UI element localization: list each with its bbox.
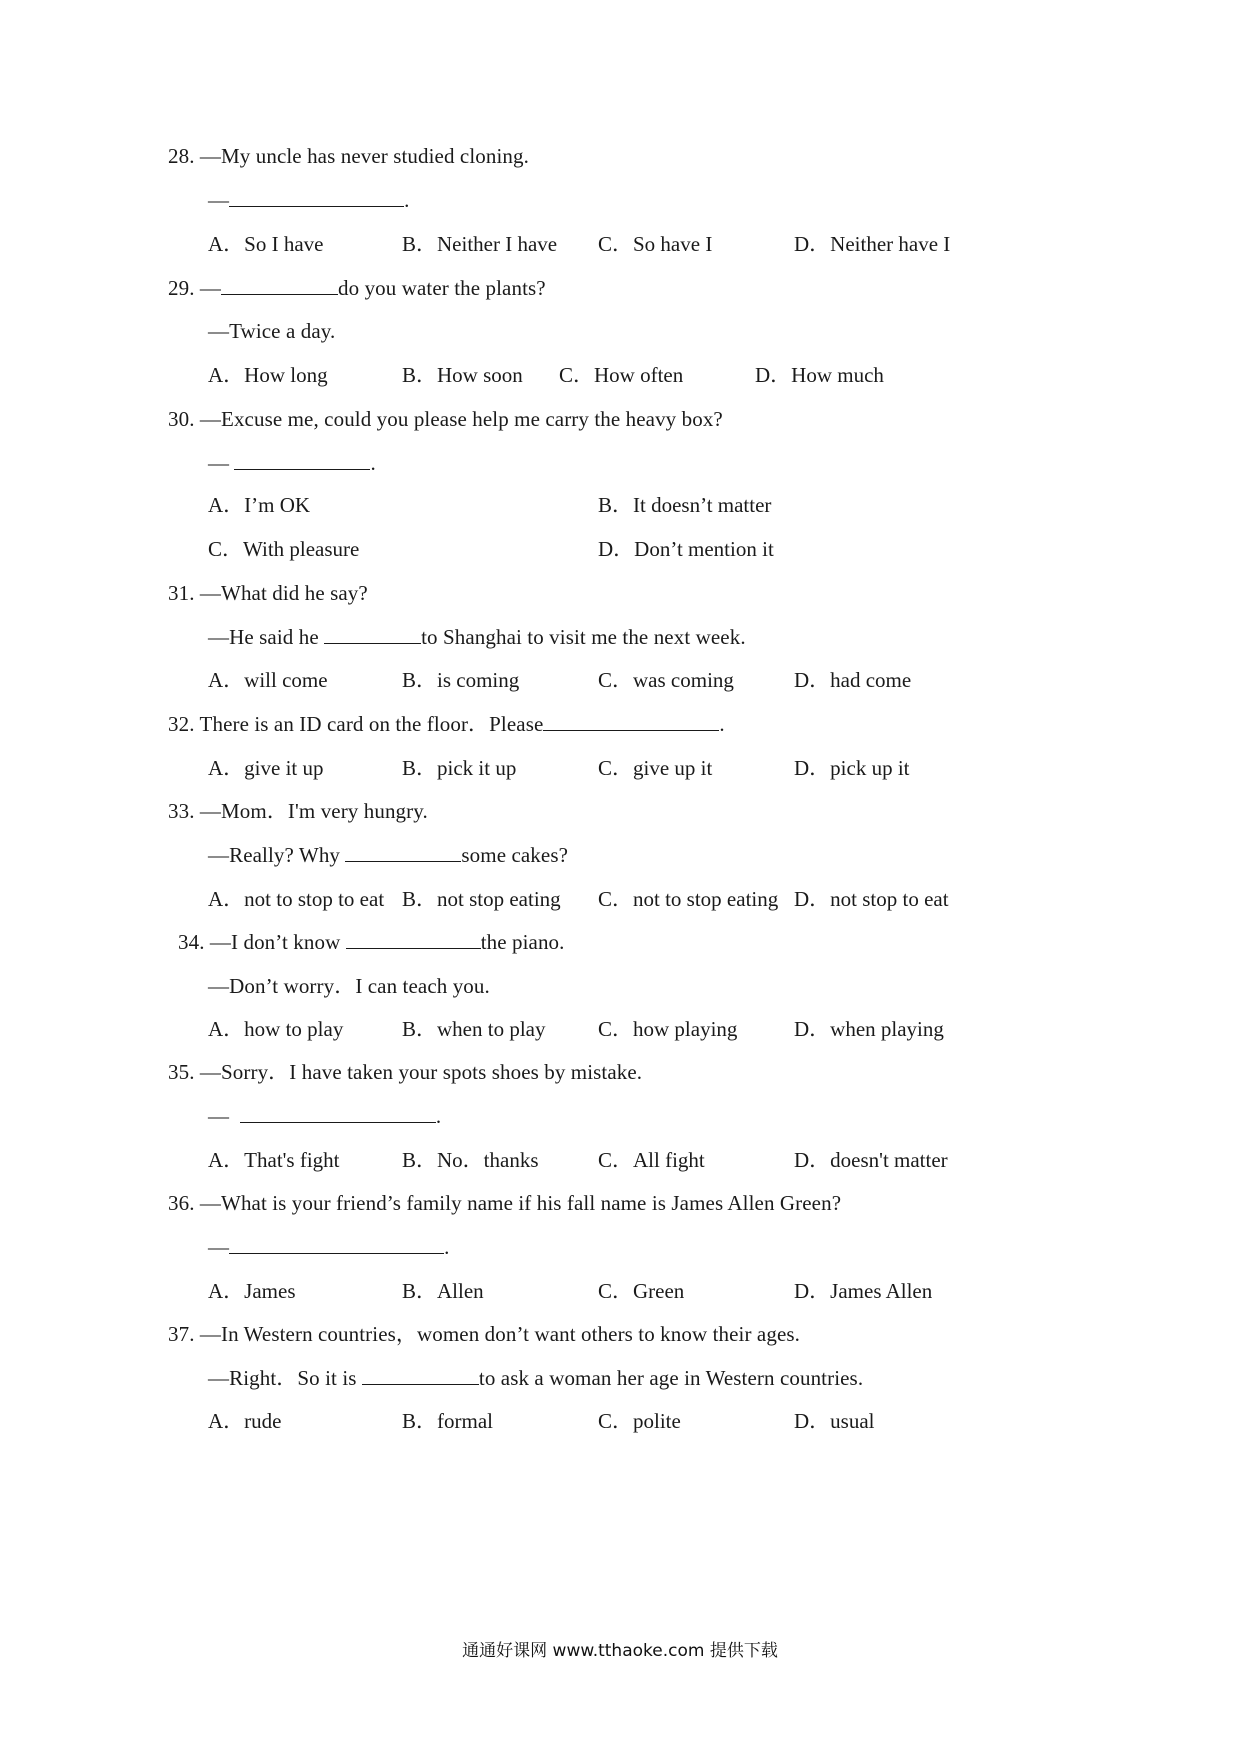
- option-b: B．No．thanks: [402, 1148, 539, 1172]
- question-text: There is an ID card on the floor．Please: [199, 712, 544, 736]
- option-d: D．Don’t mention it: [598, 537, 774, 561]
- option-c: C．With pleasure: [208, 537, 360, 561]
- option-c: C．Green: [598, 1279, 685, 1303]
- option-a: A．I’m OK: [208, 493, 311, 517]
- question-text: —My uncle has never studied cloning.: [199, 144, 529, 168]
- option-c: C．was coming: [598, 668, 734, 692]
- question-33-response: [208, 842, 568, 868]
- answer-blank: [229, 1235, 444, 1254]
- answer-blank: [221, 276, 338, 295]
- option-d: D．pick up it: [794, 756, 910, 780]
- question-text: —Excuse me, could you please help me carry the heavy box?: [199, 407, 723, 431]
- question-text: .: [444, 1235, 450, 1259]
- question-text: —What is your friend’s family name if his fall name is James Allen Green?: [199, 1191, 842, 1215]
- option-c: C．polite: [598, 1409, 681, 1433]
- option-a: A．not to stop to eat: [208, 887, 385, 911]
- dash: —: [208, 188, 230, 212]
- question-text: the piano.: [480, 930, 565, 954]
- question-number: 28.: [168, 144, 195, 168]
- answer-blank: [234, 451, 370, 470]
- question-text: —Sorry．I have taken your spots shoes by mistake.: [199, 1060, 643, 1084]
- question-text: do you water the plants?: [338, 276, 546, 300]
- answer-blank: [345, 843, 461, 862]
- option-b: B．when to play: [402, 1017, 546, 1041]
- option-c: C．give up it: [598, 756, 713, 780]
- question-text: —He said he: [208, 625, 325, 649]
- option-c: C．how playing: [598, 1017, 738, 1041]
- question-34-prompt: [178, 929, 565, 955]
- option-b: B．Allen: [402, 1279, 484, 1303]
- option-d: D．doesn't matter: [794, 1148, 948, 1172]
- option-d: D．James Allen: [794, 1279, 933, 1303]
- option-a: A．how to play: [208, 1017, 344, 1041]
- dash: —: [208, 451, 235, 475]
- option-b: B．Neither I have: [402, 232, 558, 256]
- option-d: D．usual: [794, 1409, 875, 1433]
- question-text: —Really? Why: [208, 843, 346, 867]
- answer-blank: [240, 1104, 436, 1123]
- question-number: 31.: [168, 581, 195, 605]
- option-a: A．How long: [208, 363, 328, 387]
- question-36-prompt: [168, 1190, 841, 1216]
- question-33-prompt: [168, 798, 428, 824]
- option-c: C．How often: [559, 363, 684, 387]
- question-29-response: —Twice a day.: [208, 319, 336, 343]
- question-text: .: [404, 188, 410, 212]
- question-28-prompt: [168, 143, 529, 169]
- option-c: C．not to stop eating: [598, 887, 779, 911]
- option-d: D．How much: [755, 363, 884, 387]
- option-a: A．James: [208, 1279, 296, 1303]
- dash: —: [208, 1104, 240, 1128]
- question-text: to Shanghai to visit me the next week.: [421, 625, 746, 649]
- answer-blank: [346, 930, 481, 949]
- question-number: 36.: [168, 1191, 195, 1215]
- answer-blank: [543, 712, 719, 731]
- answer-blank: [362, 1366, 479, 1385]
- question-text: .: [719, 712, 725, 736]
- option-d: D．not stop to eat: [794, 887, 949, 911]
- option-c: C．So have I: [598, 232, 713, 256]
- question-text: —I don’t know: [209, 930, 346, 954]
- option-b: B．formal: [402, 1409, 493, 1433]
- question-37-response: [208, 1365, 863, 1391]
- option-b: B．It doesn’t matter: [598, 493, 772, 517]
- question-number: 30.: [168, 407, 195, 431]
- answer-blank: [229, 188, 404, 207]
- option-a: A．will come: [208, 668, 328, 692]
- question-text: .: [435, 1104, 442, 1128]
- option-b: B．pick it up: [402, 756, 517, 780]
- dash: —: [208, 1235, 230, 1259]
- question-number: 32.: [168, 712, 195, 736]
- question-number: 37.: [168, 1322, 195, 1346]
- question-30-prompt: [168, 406, 723, 432]
- option-d: D．had come: [794, 668, 912, 692]
- question-28-response: [208, 187, 409, 213]
- question-31-prompt: [168, 580, 368, 606]
- answer-blank: [324, 625, 421, 644]
- option-a: A．That's fight: [208, 1148, 340, 1172]
- question-30-response: [208, 450, 376, 476]
- question-text: some cakes?: [461, 843, 569, 867]
- option-a: A．rude: [208, 1409, 282, 1433]
- option-b: B．is coming: [402, 668, 520, 692]
- question-34-response: —Don’t worry．I can teach you.: [208, 974, 490, 998]
- question-number: 34.: [178, 930, 205, 954]
- dash: —: [199, 276, 222, 300]
- question-35-response: [208, 1103, 441, 1129]
- question-text: —Mom．I'm very hungry.: [199, 799, 428, 823]
- option-b: B．How soon: [402, 363, 523, 387]
- question-number: 29.: [168, 276, 195, 300]
- question-31-response: [208, 624, 746, 650]
- question-32-prompt: [168, 711, 725, 737]
- page-footer: 通通好课网 www.tthaoke.com 提供下载: [462, 1641, 778, 1661]
- option-a: A．give it up: [208, 756, 324, 780]
- question-number: 35.: [168, 1060, 195, 1084]
- option-b: B．not stop eating: [402, 887, 561, 911]
- question-37-prompt: [168, 1321, 800, 1347]
- question-number: 33.: [168, 799, 195, 823]
- option-c: C．All fight: [598, 1148, 705, 1172]
- option-d: D．when playing: [794, 1017, 944, 1041]
- question-text: to ask a woman her age in Western countries.: [478, 1366, 864, 1390]
- question-text: .: [370, 451, 376, 475]
- question-35-prompt: [168, 1059, 642, 1085]
- question-text: —In Western countries，women don’t want others to know their ages.: [199, 1322, 800, 1346]
- option-a: A．So I have: [208, 232, 324, 256]
- question-text: —What did he say?: [199, 581, 368, 605]
- option-d: D．Neither have I: [794, 232, 951, 256]
- question-29-prompt: [168, 275, 546, 301]
- question-36-response: [208, 1234, 449, 1260]
- question-text: —Right．So it is: [208, 1366, 362, 1390]
